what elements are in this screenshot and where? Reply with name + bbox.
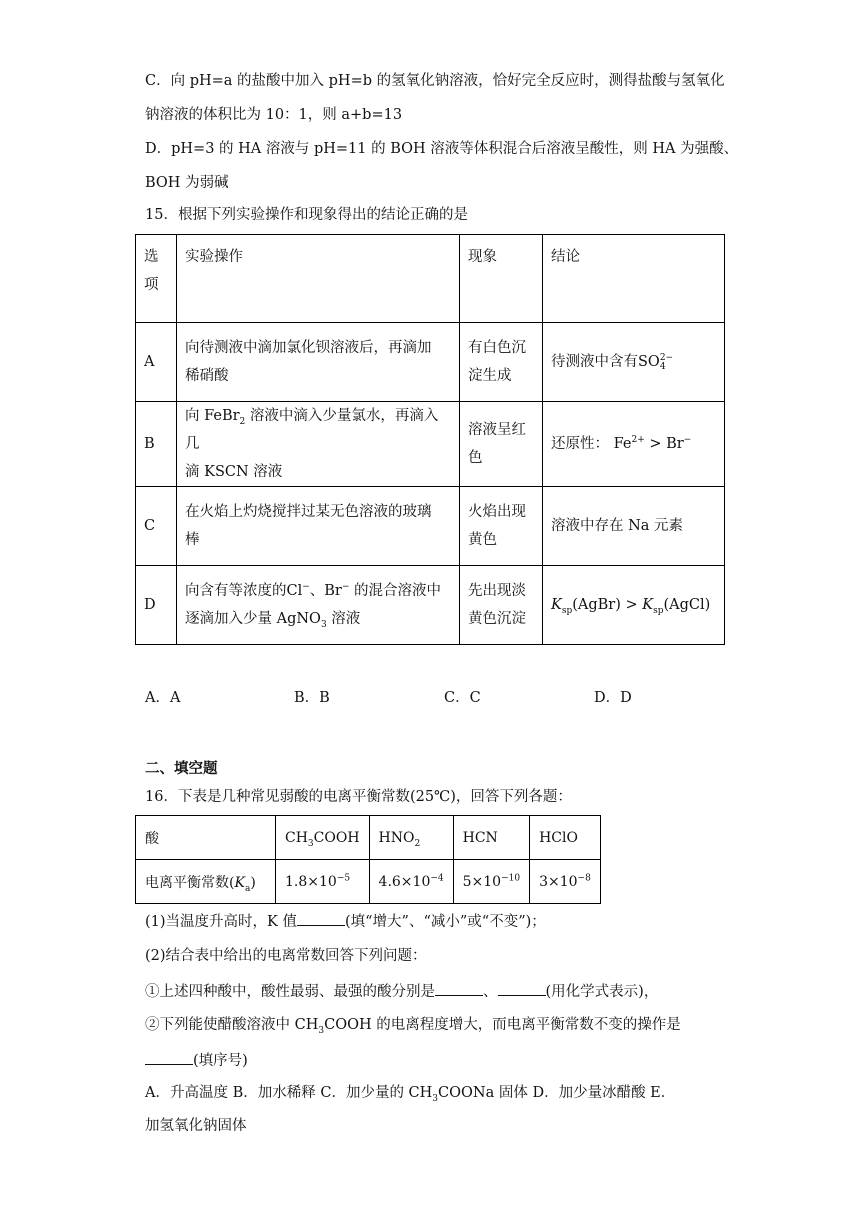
q16-options-line1: A．升高温度 B．加水稀释 C．加少量的 $CH_3COONa$ 固体 D．加少量冰醋酸 E． (145, 1085, 676, 1104)
row-d-op2-pre: 逐滴加入少量 AgNO (185, 611, 321, 627)
row-d-op2-post: 溶液 (326, 611, 361, 627)
acid-label-cell (136, 816, 276, 860)
q16-sub2-1-pre: ①上述四种酸中，酸性最弱、最强的酸分别是 (145, 984, 435, 1000)
ka-hclo-exp: −8 (577, 872, 591, 883)
header-phenomenon (460, 235, 543, 323)
ka-ch3cooh-mant: 1.8×10 (285, 873, 337, 890)
row-a-phenomenon (460, 323, 543, 402)
q16-sub2-2-line2 (145, 1050, 248, 1071)
q14-option-c-line1: C．向 pH=a 的盐酸中加入 pH=b 的氢氧化钠溶液，恰好完全反应时，测得盐酸与氢氧化 (145, 73, 725, 89)
row-d-op-pre: 向含有等浓度的 (185, 583, 287, 599)
table-row (136, 816, 601, 860)
acid-hcn (453, 816, 529, 860)
row-a-operation (177, 323, 460, 402)
q16-sub2-1 (145, 981, 658, 1002)
row-c-phenomenon (460, 487, 543, 566)
row-a-ph-line2: 淀生成 (468, 368, 512, 384)
acid-hno2: $HNO_2$ (369, 816, 453, 860)
choice-a[interactable]: A．A (145, 690, 181, 706)
row-b-op-post: 溶液中滴入少量氯水，再滴入几 (185, 408, 439, 452)
ka-hno2-exp: −4 (430, 872, 444, 883)
acid-ch3cooh-pre: CH (285, 829, 308, 846)
header-conclusion (543, 235, 725, 323)
choice-b[interactable]: B．B (294, 690, 330, 706)
row-a-conclusion (543, 323, 725, 402)
row-b-con-text: 还原性： (551, 436, 609, 452)
row-c-ph-line2: 黄色 (468, 532, 497, 548)
row-d-op-mid: 、 (309, 583, 325, 599)
row-a-op-line1: 向待测液中滴加氯化钡溶液后，再滴加 (185, 340, 432, 356)
q16-sub2-1-mid: 、 (483, 984, 498, 1000)
answer-blank-2[interactable] (435, 981, 483, 996)
q16-sub2: (2)结合表中给出的电离常数回答下列问题： (145, 948, 427, 964)
q14-option-c-line2: 钠溶液的体积比为 10：1，则 a+b=13 (145, 107, 403, 123)
row-c-operation (177, 487, 460, 566)
acid-label: 酸 (145, 830, 159, 847)
acid-ch3cooh-tail: COOH (313, 829, 360, 846)
row-d-op-post: 的混合溶液中 (349, 583, 442, 599)
acid-ch3cooh: $CH_3COOH$ (276, 816, 370, 860)
ka-label: 电离平衡常数( (145, 874, 235, 891)
answer-blank-1[interactable] (297, 911, 345, 926)
ka-hno2-mant: 4.6×10 (378, 873, 431, 890)
q16-options-line2: 加氢氧化钠固体 (145, 1118, 247, 1134)
q16-sub1 (145, 911, 546, 932)
table-row (136, 566, 725, 645)
row-c-label: C (136, 487, 177, 566)
table-row (136, 402, 725, 487)
q16-sub2-2-post: COOH 的电离程度增大，而电离平衡常数不变的操作是 (324, 1017, 681, 1033)
row-d-phenomenon (460, 566, 543, 645)
row-a-label: A (136, 323, 177, 402)
q16-sub1-pre: (1)当温度升高时，K 值 (145, 914, 297, 930)
ka-hcn-mant: 5×10 (462, 873, 502, 890)
table-header-row (136, 235, 725, 323)
row-b-ph-line1: 溶液呈红 (468, 422, 526, 438)
choice-c[interactable]: C．C (444, 690, 481, 706)
ka-label-tail: ) (250, 874, 256, 891)
q16-stem: 16．下表是几种常见弱酸的电离平衡常数(25℃)，回答下列各题： (145, 789, 572, 805)
row-c-con-text: 溶液中存在 Na 元素 (551, 518, 684, 534)
answer-blank-3[interactable] (498, 981, 546, 996)
row-c-ph-line1: 火焰出现 (468, 504, 526, 520)
row-a-op-line2: 稀硝酸 (185, 368, 229, 384)
row-d-label: D (136, 566, 177, 645)
row-c-conclusion (543, 487, 725, 566)
row-b-label: B (136, 402, 177, 487)
acid-hclo (530, 816, 601, 860)
header-phenomenon-text: 现象 (468, 249, 497, 265)
row-a-con-text: 待测液中含有 (551, 354, 638, 370)
ka-ch3cooh-exp: −5 (336, 872, 351, 883)
table-row (136, 860, 601, 904)
ka-hcn-exp: −10 (501, 872, 521, 883)
acid-hclo-text: HClO (539, 829, 578, 846)
row-d-ph-line2: 黄色沉淀 (468, 611, 526, 627)
row-b-op-pre: 向 FeBr (185, 408, 240, 424)
ka-hclo-mant: 3×10 (539, 873, 578, 890)
header-conclusion-text: 结论 (551, 249, 580, 265)
q16-sub2-1-post: (用化学式表示)， (545, 984, 659, 1000)
q15-table (135, 234, 725, 645)
q14-option-d-line2: BOH 为弱碱 (145, 175, 229, 191)
row-c-op-line2: 棒 (185, 532, 200, 548)
answer-blank-4[interactable] (145, 1050, 193, 1065)
q16-options-b: COONa 固体 D．加少量冰醋酸 E． (438, 1085, 676, 1101)
q16-options-a: A．升高温度 B．加水稀释 C．加少量的 CH (145, 1085, 433, 1101)
q16-sub2-2: ②下列能使醋酸溶液中 $CH_3COOH$ 的电离程度增大，而电离平衡常数不变的操作是 (145, 1017, 681, 1036)
acid-hno2-text: HNO (378, 829, 415, 846)
row-d-ph-line1: 先出现淡 (468, 583, 526, 599)
q16-sub1-post: (填“增大”、“减小”或“不变”)； (344, 914, 546, 930)
header-option-line2: 项 (144, 277, 159, 293)
header-option-line1: 选 (144, 249, 159, 265)
q14-option-d-line1: D．pH=3 的 HA 溶液与 pH=11 的 BOH 溶液等体积混合后溶液呈酸性，则 HA 为强酸、 (145, 141, 739, 157)
row-d-operation: 向含有等浓度的Cl−、Br− 的混合溶液中 逐滴加入少量 AgNO$_3$ 溶液 (177, 566, 460, 645)
ka-label-cell: 电离平衡常数$(K_a)$ (136, 860, 276, 904)
header-operation (177, 235, 460, 323)
section-title: 二、填空题 (145, 760, 218, 777)
q15-stem: 15．根据下列实验操作和现象得出的结论正确的是 (145, 207, 468, 223)
row-b-operation: 向 FeBr$_2$ 溶液中滴入少量氯水，再滴入几 滴 KSCN 溶液 (177, 402, 460, 487)
q16-sub2-2-pre: ②下列能使醋酸溶液中 CH (145, 1017, 319, 1033)
ka-ch3cooh (276, 860, 370, 904)
q16-sub2-2-line2-text: (填序号) (193, 1053, 248, 1069)
header-option (136, 235, 177, 323)
row-d-conclusion: $K_{sp}(AgBr)$ > $K_{sp}(AgCl)$ (543, 566, 725, 645)
row-b-ph-line2: 色 (468, 450, 483, 466)
row-b-phenomenon (460, 402, 543, 487)
row-a-ph-line1: 有白色沉 (468, 340, 526, 356)
table-row (136, 487, 725, 566)
sulfate-formula: SO 2− 4 (638, 353, 674, 372)
q16-table (135, 815, 601, 904)
ka-hclo (530, 860, 601, 904)
ka-hno2 (369, 860, 453, 904)
acid-hcn-text: HCN (462, 829, 498, 846)
row-b-conclusion: 还原性： $Fe^{2+} > Br^-$ (543, 402, 725, 487)
table-row (136, 323, 725, 402)
ka-hcn (453, 860, 529, 904)
header-operation-text: 实验操作 (185, 249, 243, 265)
choice-d[interactable]: D．D (594, 690, 632, 706)
row-b-op-line2: 滴 KSCN 溶液 (185, 464, 283, 480)
row-c-op-line1: 在火焰上灼烧搅拌过某无色溶液的玻璃 (185, 504, 432, 520)
